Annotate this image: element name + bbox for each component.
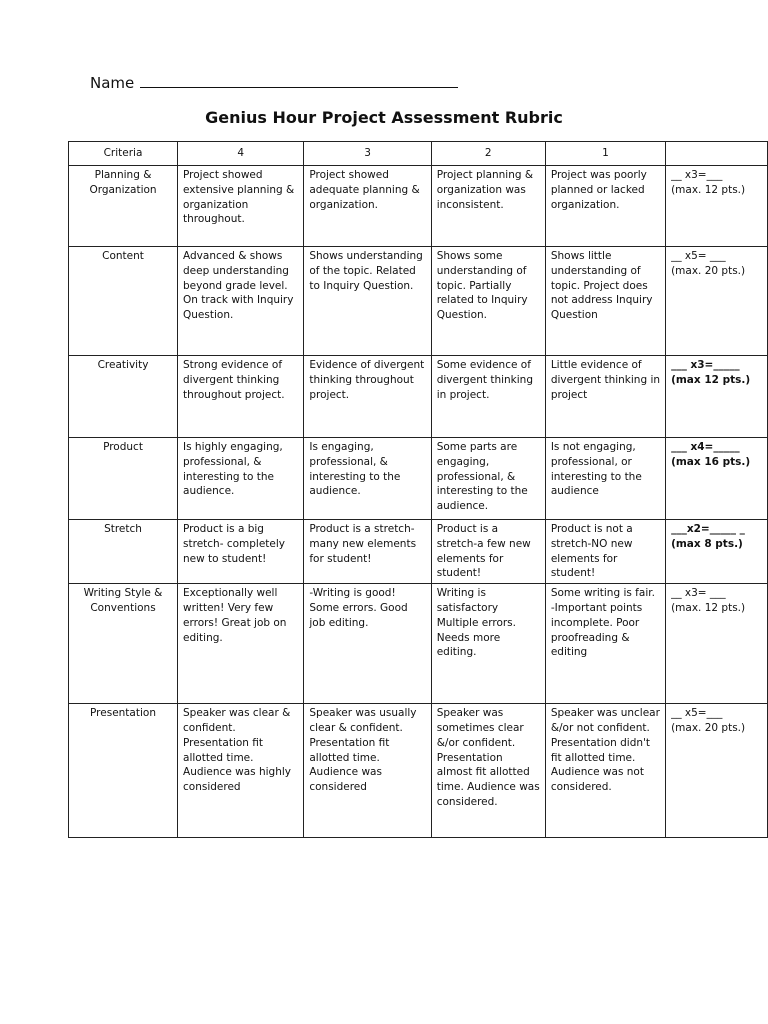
score-4-cell: Speaker was clear & confident. Presentation fit allotted time. Audience was highly considered — [178, 704, 304, 838]
points-cell — [666, 356, 768, 438]
score-3-cell: Project showed adequate planning & organization. — [304, 166, 431, 247]
column-header-2: 2 — [431, 142, 545, 166]
points-max: (max 12 pts.) — [671, 373, 751, 386]
points-formula: __ x5= ___ — [671, 250, 726, 262]
table-row — [69, 166, 768, 247]
column-header-4: 4 — [178, 142, 304, 166]
score-1-cell: Shows little understanding of topic. Project does not address Inquiry Question — [545, 247, 665, 356]
name-blank-line — [140, 77, 458, 88]
table-row — [69, 356, 768, 438]
score-3-cell: Evidence of divergent thinking throughout project. — [304, 356, 431, 438]
score-1-cell: Project was poorly planned or lacked organization. — [545, 166, 665, 247]
points-formula: __ x5=___ — [671, 707, 723, 720]
score-2-cell: Writing is satisfactory Multiple errors. Needs more editing. — [431, 584, 545, 704]
points-cell — [666, 247, 768, 356]
score-1-cell: Little evidence of divergent thinking in project — [545, 356, 665, 438]
name-field — [90, 74, 458, 92]
score-3-cell: Shows understanding of the topic. Related to Inquiry Question. — [304, 247, 431, 356]
criteria-cell: Creativity — [69, 356, 178, 438]
score-1-cell: Some writing is fair. -Important points incomplete. Poor proofreading & editing — [545, 584, 665, 704]
score-2-cell: Shows some understanding of topic. Partially related to Inquiry Question. — [431, 247, 545, 356]
points-cell — [666, 584, 768, 704]
criteria-cell: Planning & Organization — [69, 166, 178, 247]
criteria-cell: Product — [69, 438, 178, 520]
column-header-points — [666, 142, 768, 166]
table-header-row — [69, 142, 768, 166]
points-formula: ___ x4=_____ — [671, 441, 740, 453]
criteria-cell: Presentation — [69, 704, 178, 838]
points-formula: __ x3=___ — [671, 169, 723, 181]
score-3-cell: Speaker was usually clear & confident. Presentation fit allotted time. Audience was considered — [304, 704, 431, 838]
score-2-cell: Some evidence of divergent thinking in project. — [431, 356, 545, 438]
score-2-cell: Speaker was sometimes clear &/or confident. Presentation almost fit allotted time. Audience was considered. — [431, 704, 545, 838]
column-header-1: 1 — [545, 142, 665, 166]
score-3-cell: Product is a stretch- many new elements for student! — [304, 520, 431, 584]
score-4-cell: Is highly engaging, professional, & interesting to the audience. — [178, 438, 304, 520]
criteria-cell: Stretch — [69, 520, 178, 584]
criteria-cell: Content — [69, 247, 178, 356]
score-1-cell: Speaker was unclear &/or not confident. Presentation didn't fit allotted time. Audience was not considered. — [545, 704, 665, 838]
table-row — [69, 247, 768, 356]
column-header-3: 3 — [304, 142, 431, 166]
score-1-cell: Is not engaging, professional, or interesting to the audience — [545, 438, 665, 520]
points-max: (max. 12 pts.) — [671, 183, 746, 196]
points-formula: ___x2=_____ _ — [671, 523, 745, 535]
table-row — [69, 584, 768, 704]
score-2-cell: Product is a stretch-a few new elements for student! — [431, 520, 545, 584]
score-4-cell: Strong evidence of divergent thinking throughout project. — [178, 356, 304, 438]
points-cell — [666, 520, 768, 584]
score-1-cell: Product is not a stretch-NO new elements for student! — [545, 520, 665, 584]
points-max: (max. 20 pts.) — [671, 264, 746, 277]
points-formula: __ x3= ___ — [671, 587, 726, 600]
points-formula: ___ x3=_____ — [671, 359, 740, 371]
score-4-cell: Project showed extensive planning & organization throughout. — [178, 166, 304, 247]
points-max: (max. 12 pts.) — [671, 601, 746, 614]
table-row — [69, 438, 768, 520]
points-cell — [666, 438, 768, 520]
score-4-cell: Product is a big stretch- completely new to student! — [178, 520, 304, 584]
table-row — [69, 520, 768, 584]
score-3-cell: Is engaging, professional, & interesting to the audience. — [304, 438, 431, 520]
points-cell — [666, 704, 768, 838]
score-3-cell: -Writing is good! Some errors. Good job editing. — [304, 584, 431, 704]
column-header-criteria: Criteria — [69, 142, 178, 166]
name-label: Name — [90, 74, 135, 92]
page-title: Genius Hour Project Assessment Rubric — [205, 108, 563, 127]
score-4-cell: Exceptionally well written! Very few errors! Great job on editing. — [178, 584, 304, 704]
points-cell — [666, 166, 768, 247]
points-max: (max. 20 pts.) — [671, 721, 746, 734]
score-4-cell: Advanced & shows deep understanding beyond grade level. On track with Inquiry Question. — [178, 247, 304, 356]
rubric-table — [68, 141, 768, 838]
criteria-cell: Writing Style & Conventions — [69, 584, 178, 704]
score-2-cell: Project planning & organization was inconsistent. — [431, 166, 545, 247]
points-max: (max 16 pts.) — [671, 455, 751, 468]
points-max: (max 8 pts.) — [671, 537, 743, 550]
score-2-cell: Some parts are engaging, professional, & interesting to the audience. — [431, 438, 545, 520]
table-row — [69, 704, 768, 838]
